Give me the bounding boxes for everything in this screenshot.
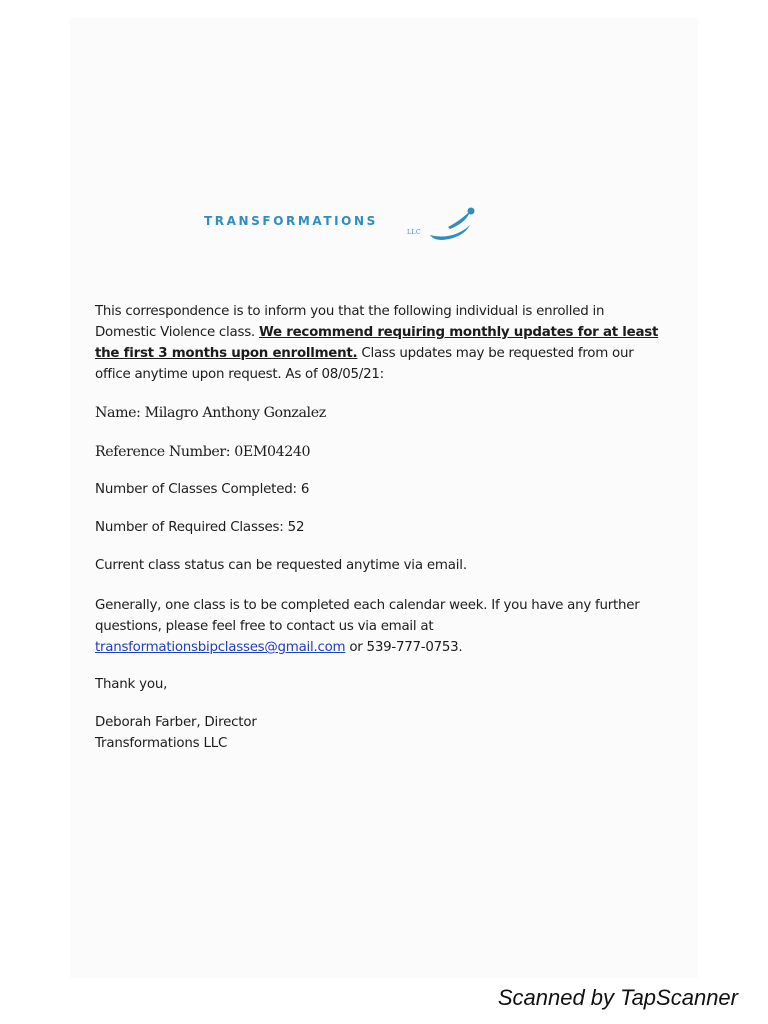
classes-completed-line: Number of Classes Completed: 6	[95, 482, 310, 497]
company-name: Transformations LLC	[95, 736, 228, 751]
scanned-page	[70, 18, 698, 978]
company-logo	[200, 205, 480, 245]
phone-text: or 539-777-0753.	[345, 640, 463, 655]
contact-paragraph	[95, 595, 665, 658]
name-line: Name: Milagro Anthony Gonzalez	[95, 405, 326, 421]
signer-name: Deborah Farber, Director	[95, 715, 257, 730]
scanner-watermark: Scanned by TapScanner	[497, 985, 738, 1010]
swoosh-figure-icon	[426, 205, 478, 243]
reference-line: Reference Number: 0EM04240	[95, 444, 311, 460]
logo-suffix: LLC	[407, 229, 422, 236]
status-line: Current class status can be requested anytime via email.	[95, 558, 467, 573]
recommendation-text: We recommend requiring monthly updates for at least the first 3 months upon enrollment.	[95, 325, 659, 361]
intro-rest-text: Class updates may be requested from our office anytime upon request. As of 08/05/21:	[95, 346, 634, 382]
intro-paragraph	[95, 301, 665, 385]
intro-text: This correspondence is to inform you that the following individual is enrolled in Domestic Violence class.	[95, 304, 605, 340]
classes-required-line: Number of Required Classes: 52	[95, 520, 305, 535]
contact-text: Generally, one class is to be completed each calendar week. If you have any further questions, please feel free to contact us via email at	[95, 598, 640, 634]
closing-line: Thank you,	[95, 677, 168, 692]
signature-block	[95, 712, 257, 754]
logo-wordmark: TRANSFORMATIONS	[204, 214, 378, 228]
email-link[interactable]: transformationsbipclasses@gmail.com	[95, 640, 346, 655]
